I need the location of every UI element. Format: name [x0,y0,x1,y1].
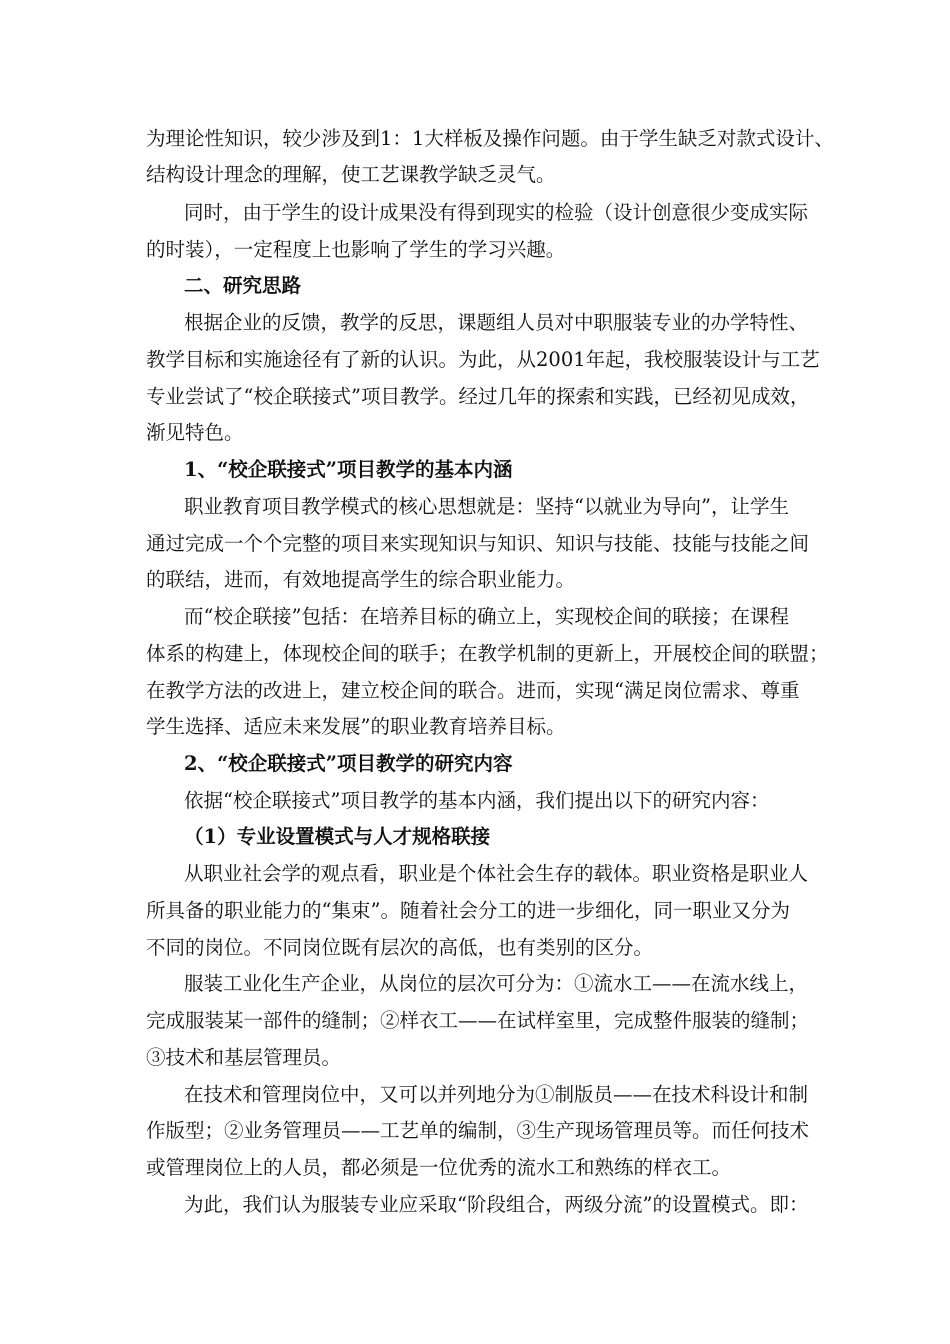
text-line: 通过完成一个个完整的项目来实现知识与知识、知识与技能、技能与技能之间 [146,532,810,555]
text-line: 在教学方法的改进上，建立校企间的联合。进而，实现“满足岗位需求、尊重 [146,679,800,702]
text-line: 作版型；②业务管理员——工艺单的编制，③生产现场管理员等。而任何技术 [146,1119,810,1142]
text-line: 结构设计理念的理解，使工艺课教学缺乏灵气。 [146,163,556,186]
paragraph-start-line: 依据“校企联接式”项目教学的基本内涵，我们提出以下的研究内容： [184,789,770,812]
text-line: 体系的构建上，体现校企间的联手；在教学机制的更新上，开展校企间的联盟； [146,642,829,665]
paragraph-start-line: 同时，由于学生的设计成果没有得到现实的检验（设计创意很少变成实际 [184,201,809,224]
text-line: 或管理岗位上的人员，都必须是一位优秀的流水工和熟练的样衣工。 [146,1156,732,1179]
paragraph-start-line: 职业教育项目教学模式的核心思想就是：坚持“以就业为导向”，让学生 [184,495,789,518]
subsection-heading: （1）专业设置模式与人才规格联接 [184,825,491,848]
text-line: 教学目标和实施途径有了新的认识。为此，从2001年起，我校服装设计与工艺 [146,348,820,371]
text-line: 完成服装某一部件的缝制；②样衣工——在试样室里，完成整件服装的缝制； [146,1009,810,1032]
paragraph-start-line: 从职业社会学的观点看，职业是个体社会生存的载体。职业资格是职业人 [184,862,809,885]
text-line: 渐见特色。 [146,421,244,444]
text-line: 所具备的职业能力的“集束”。随着社会分工的进一步细化，同一职业又分为 [146,899,790,922]
paragraph-start-line: 根据企业的反馈，教学的反思，课题组人员对中职服装专业的办学特性、 [184,311,809,334]
text-line: ③技术和基层管理员。 [146,1046,342,1069]
text-line: 专业尝试了“校企联接式”项目教学。经过几年的探索和实践，已经初见成效， [146,385,810,408]
text-line: 学生选择、适应未来发展”的职业教育培养目标。 [146,715,566,738]
paragraph-start-line: 而“校企联接”包括：在培养目标的确立上，实现校企间的联接；在课程 [184,605,789,628]
text-line: 的联结，进而，有效地提高学生的综合职业能力。 [146,568,576,591]
paragraph-start-line: 为此，我们认为服装专业应采取“阶段组合，两级分流”的设置模式。即： [184,1193,809,1216]
paragraph-start-line: 在技术和管理岗位中，又可以并列地分为①制版员——在技术科设计和制 [184,1083,809,1106]
subsection-heading: 2、“校企联接式”项目教学的研究内容 [184,752,513,775]
section-heading: 二、研究思路 [184,274,302,297]
text-line: 不同的岗位。不同岗位既有层次的高低，也有类别的区分。 [146,936,654,959]
paragraph-start-line: 服装工业化生产企业，从岗位的层次可分为：①流水工——在流水线上， [184,972,809,995]
text-line: 的时装），一定程度上也影响了学生的学习兴趣。 [146,238,566,261]
text-line: 为理论性知识，较少涉及到1：1大样板及操作问题。由于学生缺乏对款式设计、 [146,127,834,150]
subsection-heading: 1、“校企联接式”项目教学的基本内涵 [184,458,513,481]
